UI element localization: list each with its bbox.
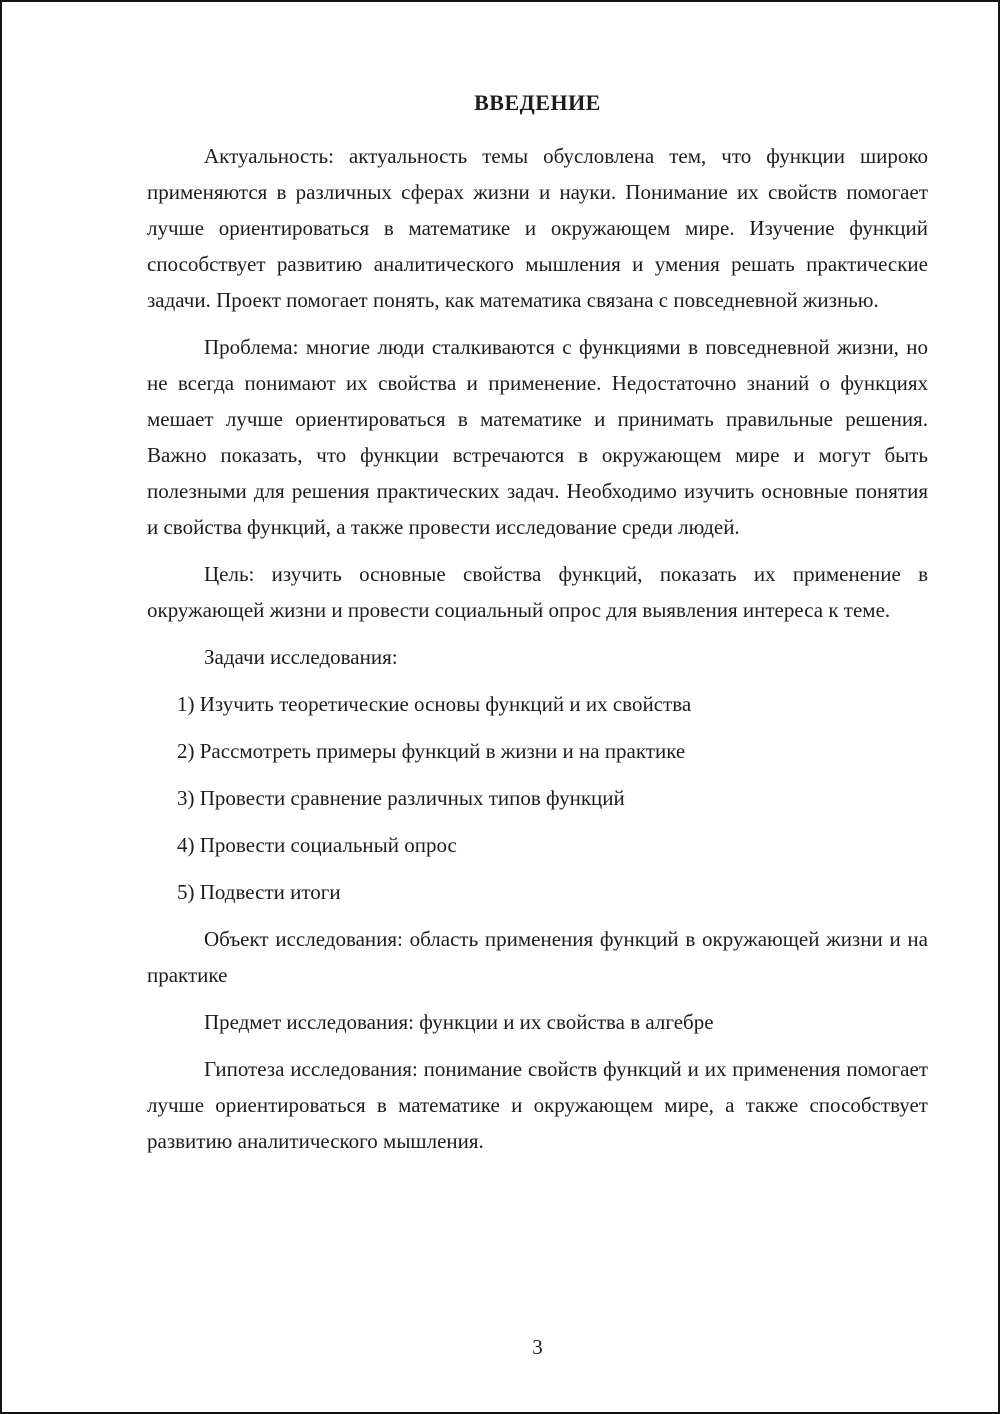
task-item: 5) Подвести итоги [177, 880, 341, 904]
page-number: 3 [532, 1335, 543, 1359]
paragraph-hypothesis: Гипотеза исследования: понимание свойств функций и их применения помогает лучше ориентироваться в математике и окружающем мире, а также способствует развитию аналитического мышления. [147, 1057, 928, 1153]
paragraph-problem: Проблема: многие люди сталкиваются с функциями в повседневной жизни, но не всегда понимают их свойства и применение. Недостаточно знаний о функциях мешает лучше ориентироваться в математике и принимать правильные решения. Важно показать, что функции встречаются в окружающем мире и могут быть полезными для решения практических задач. Необходимо изучить основные понятия и свойства функций, а также провести исследование среди людей. [147, 335, 928, 539]
paragraph-object: Объект исследования: область применения функций в окружающей жизни и на практике [147, 927, 928, 987]
paragraph-goal: Цель: изучить основные свойства функций, показать их применение в окружающей жизни и провести социальный опрос для выявления интереса к теме. [147, 562, 928, 622]
paragraph-subject: Предмет исследования: функции и их свойства в алгебре [204, 1010, 714, 1034]
tasks-heading: Задачи исследования: [204, 645, 398, 669]
task-item: 3) Провести сравнение различных типов функций [177, 786, 625, 810]
tasks-list [177, 686, 928, 910]
document-title: ВВЕДЕНИЕ [474, 90, 601, 115]
task-item: 2) Рассмотреть примеры функций в жизни и на практике [177, 739, 686, 763]
paragraph-relevance: Актуальность: актуальность темы обусловлена тем, что функции широко применяются в различных сферах жизни и науки. Понимание их свойств помогает лучше ориентироваться в математике и окружающем мире. Изучение функций способствует развитию аналитического мышления и умения решать практические задачи. Проект помогает понять, как математика связана с повседневной жизнью. [147, 144, 928, 312]
task-item: 4) Провести социальный опрос [177, 833, 457, 857]
page-footer [147, 1335, 928, 1360]
task-item: 1) Изучить теоретические основы функций и их свойства [177, 692, 692, 716]
